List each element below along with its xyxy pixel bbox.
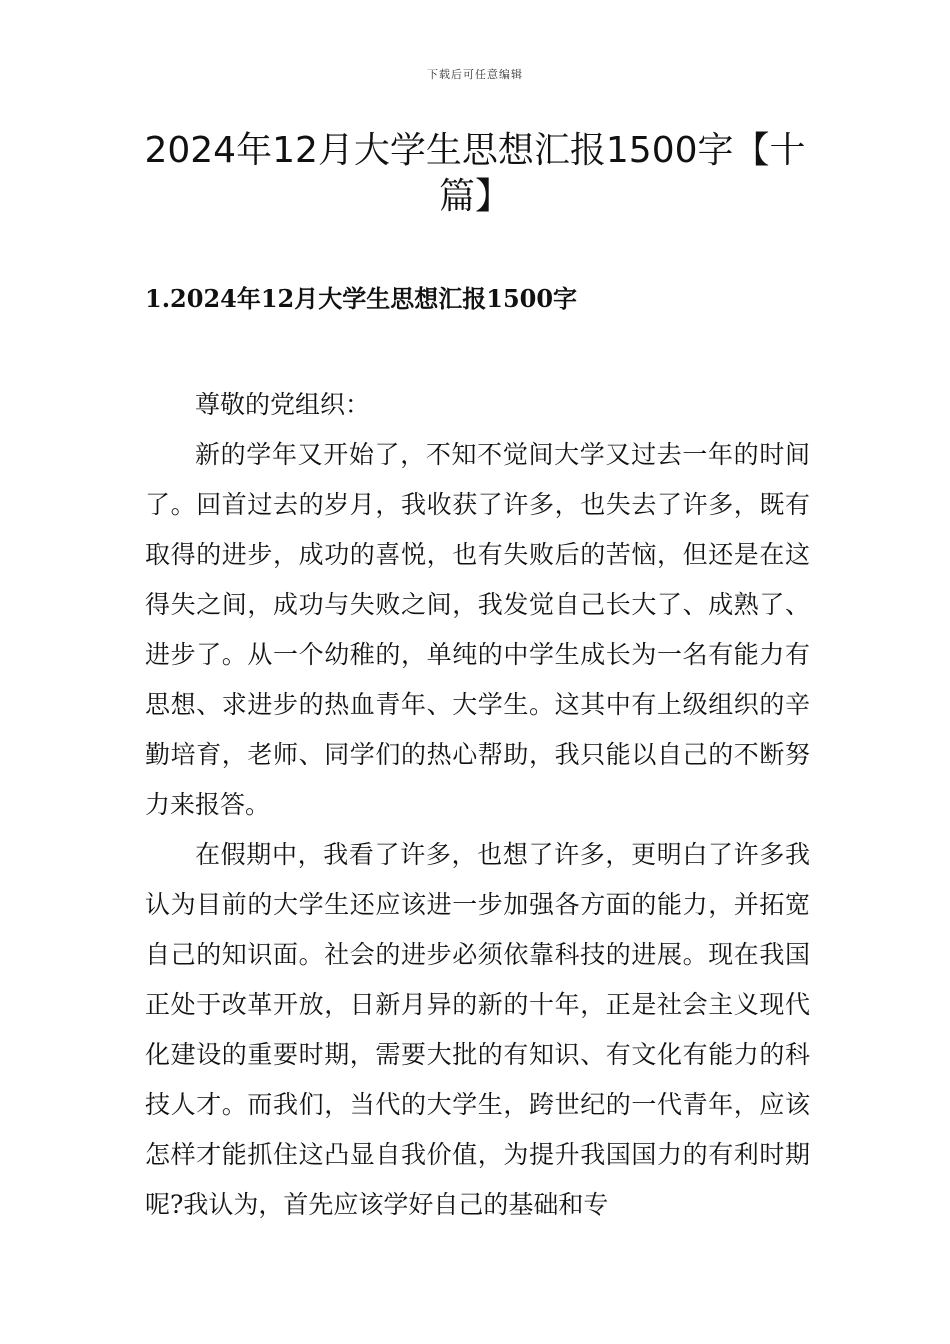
salutation: 尊敬的党组织： <box>195 390 371 419</box>
section-heading: 1.2024年12月大学生思想汇报1500字 <box>145 284 578 313</box>
document-body <box>145 380 810 1230</box>
body-paragraph: 在假期中，我看了许多，也想了许多，更明白了许多我认为目前的大学生还应该进一步加强各方面的能力，并拓宽自己的知识面。社会的进步必须依靠科技的进展。现在我国正处于改革开放，日新月异的新的十年，正是社会主义现代化建设的重要时期，需要大批的有知识、有文化有能力的科技人才。而我们，当代的大学生，跨世纪的一代青年，应该怎样才能抓住这凸显自我价值，为提升我国国力的有利时期呢?我认为，首先应该学好自己的基础和专 <box>145 840 810 1219</box>
document-title: 2024年12月大学生思想汇报1500字【十篇】 <box>144 130 806 217</box>
body-paragraph: 新的学年又开始了，不知不觉间大学又过去一年的时间了。回首过去的岁月，我收获了许多，也失去了许多，既有取得的进步，成功的喜悦，也有失败后的苦恼，但还是在这得失之间，成功与失败之间，我发觉自己长大了、成熟了、进步了。从一个幼稚的，单纯的中学生成长为一名有能力有思想、求进步的热血青年、大学生。这其中有上级组织的辛勤培育，老师、同学们的热心帮助，我只能以自己的不断努力来报答。 <box>145 440 810 819</box>
header-note: 下载后可任意编辑 <box>427 68 523 81</box>
